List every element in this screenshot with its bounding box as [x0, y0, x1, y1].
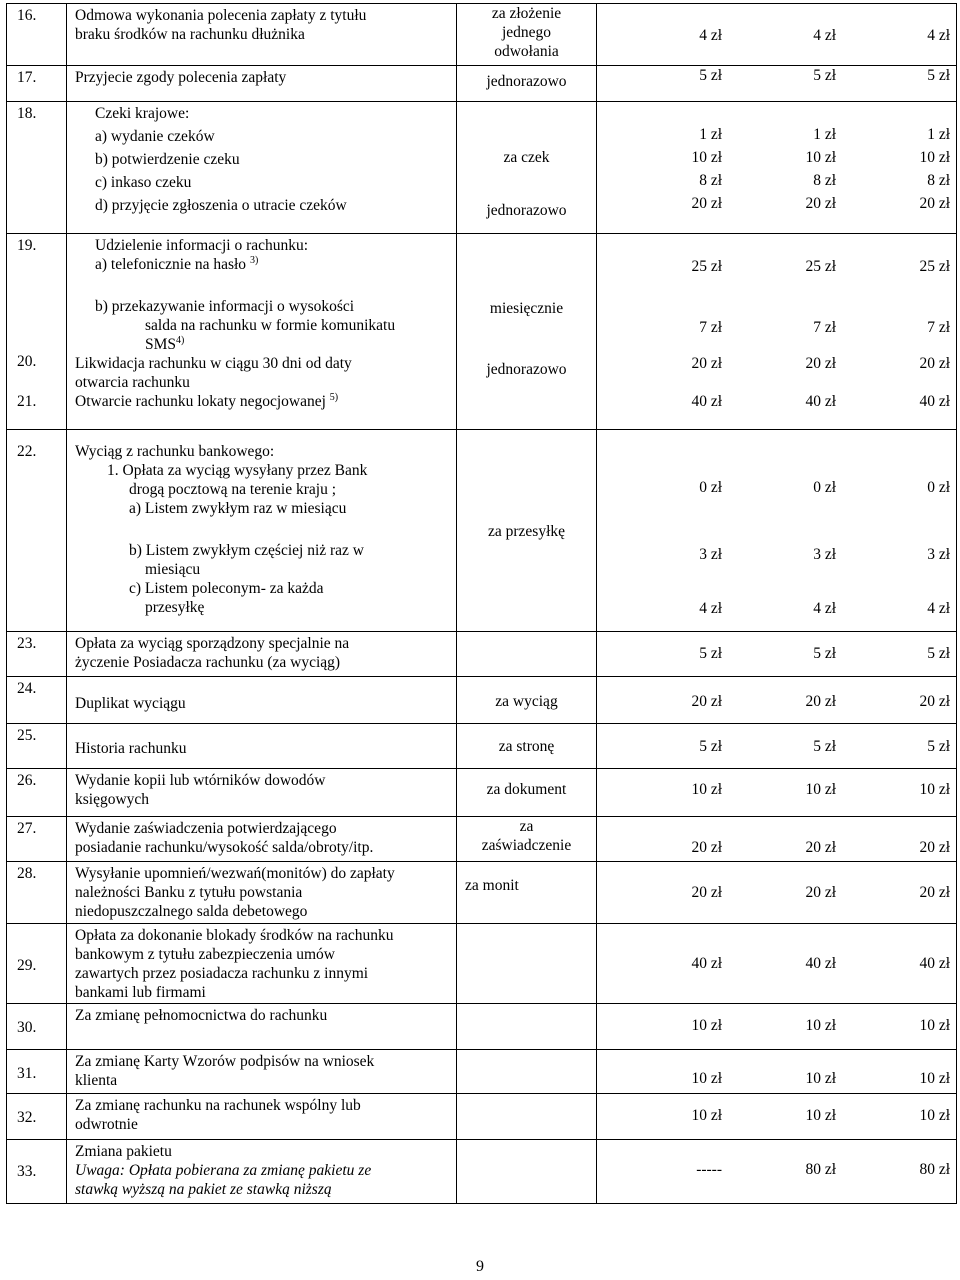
- row-values: [597, 677, 957, 724]
- row-number-29: 29.: [17, 957, 37, 974]
- row-number-31: 31.: [17, 1065, 37, 1082]
- desc-line: zawartych przez posiadacza rachunku z innymi: [75, 965, 369, 982]
- row-description: [67, 924, 457, 1004]
- row-description: Przyjecie zgody polecenia zapłaty: [67, 66, 457, 102]
- table-row: [7, 234, 957, 430]
- table-row: [7, 430, 957, 632]
- fee-value: 40 zł: [919, 393, 950, 410]
- desc-line: otwarcia rachunku: [75, 374, 190, 391]
- fee-value: 4 zł: [927, 600, 950, 617]
- row-values: [597, 4, 957, 66]
- desc-line: b) Listem zwykłym częściej niż raz w: [129, 542, 364, 559]
- fee-value: 8 zł: [699, 172, 722, 189]
- table-row: [7, 1050, 957, 1094]
- fee-value: 20 zł: [919, 839, 950, 856]
- row-values: [597, 234, 957, 430]
- fee-value: 4 zł: [699, 600, 722, 617]
- row-unit: [457, 430, 597, 632]
- desc-line: d) przyjęcie zgłoszenia o utracie czeków: [95, 197, 347, 214]
- table-row: [7, 769, 957, 817]
- row-description: [67, 102, 457, 234]
- row-number: [7, 1004, 67, 1050]
- fee-value: 5 zł: [813, 738, 836, 755]
- unit-line: za dokument: [486, 781, 567, 798]
- row-description: [67, 724, 457, 769]
- row-number: [7, 1094, 67, 1140]
- fee-value: 20 zł: [691, 884, 722, 901]
- desc-note-line: Uwaga: Opłata pobierana za zmianę pakietu ze: [75, 1162, 372, 1179]
- table-row: [7, 924, 957, 1004]
- row-description: [67, 769, 457, 817]
- row-number: 26.: [7, 769, 67, 817]
- page-number: 9: [476, 1258, 484, 1275]
- row-unit: [457, 677, 597, 724]
- fee-value: 1 zł: [927, 126, 950, 143]
- row-unit: [457, 1140, 597, 1204]
- desc-note-line: stawką wyższą na pakiet ze stawką niższą: [75, 1181, 332, 1198]
- row-values: [597, 1004, 957, 1050]
- fee-value: 1 zł: [699, 126, 722, 143]
- fee-value: 7 zł: [813, 319, 836, 336]
- desc-line: c) Listem poleconym- za każda: [129, 580, 324, 597]
- row-description: [67, 817, 457, 862]
- fee-value: 20 zł: [805, 693, 836, 710]
- row-description: [67, 1050, 457, 1094]
- desc-line: c) inkaso czeku: [95, 174, 192, 191]
- desc-line: Otwarcie rachunku lokaty negocjowanej: [75, 393, 326, 410]
- fee-value: 80 zł: [919, 1161, 950, 1178]
- fee-value: 3 zł: [699, 546, 722, 563]
- fee-value: 20 zł: [919, 195, 950, 212]
- desc-line: Czeki krajowe:: [95, 105, 190, 122]
- desc-line: SMS: [145, 336, 177, 353]
- fee-value: 8 zł: [927, 172, 950, 189]
- unit-line: za monit: [465, 877, 519, 894]
- row-number: 24.: [7, 677, 67, 724]
- fee-value: 3 zł: [813, 546, 836, 563]
- fee-value: 7 zł: [699, 319, 722, 336]
- row-number: [7, 430, 67, 632]
- row-unit: [457, 769, 597, 817]
- desc-line: Opłata za wyciąg sporządzony specjalnie na: [75, 635, 350, 652]
- desc-line: odwrotnie: [75, 1116, 138, 1133]
- fee-value: 4 zł: [813, 600, 836, 617]
- table-row: [7, 632, 957, 677]
- fee-value: 20 zł: [691, 693, 722, 710]
- desc-line: braku środków na rachunku dłużnika: [75, 26, 305, 43]
- fee-value: 10 zł: [691, 1070, 722, 1087]
- fee-value: 7 zł: [927, 319, 950, 336]
- table-row: [7, 724, 957, 769]
- fee-value: 20 zł: [805, 195, 836, 212]
- desc-line: życzenie Posiadacza rachunku (za wyciąg): [75, 654, 341, 671]
- row-number: [7, 1140, 67, 1204]
- row-number-20: 20.: [17, 353, 37, 370]
- desc-line: posiadanie rachunku/wysokość salda/obroty/itp.: [75, 839, 374, 856]
- table-row: [7, 102, 957, 234]
- fee-value: 1 zł: [813, 126, 836, 143]
- desc-line: Likwidacja rachunku w ciągu 30 dni od daty: [75, 355, 352, 372]
- fee-value: 8 zł: [813, 172, 836, 189]
- unit-line: jednorazowo: [486, 73, 567, 90]
- desc-line: należności Banku z tytułu powstania: [75, 884, 303, 901]
- desc-line: Za zmianę Karty Wzorów podpisów na wniosek: [75, 1053, 375, 1070]
- row-description: [67, 677, 457, 724]
- unit-line: miesięcznie: [489, 300, 564, 317]
- unit-line: jednego: [501, 24, 552, 41]
- row-number: 17.: [7, 66, 67, 102]
- desc-line: Historia rachunku: [75, 740, 187, 757]
- row-values: [597, 724, 957, 769]
- fee-value: 0 zł: [813, 479, 836, 496]
- unit-line: za złożenie: [491, 5, 562, 22]
- fee-value: 10 zł: [805, 1107, 836, 1124]
- footnote-ref: 3): [249, 254, 259, 266]
- row-values: [597, 1094, 957, 1140]
- row-values: [597, 632, 957, 677]
- row-unit: [457, 924, 597, 1004]
- row-values: [597, 102, 957, 234]
- row-description: [67, 4, 457, 66]
- fee-value: 10 zł: [805, 1070, 836, 1087]
- fee-value: 20 zł: [919, 693, 950, 710]
- fee-value: 10 zł: [691, 781, 722, 798]
- unit-line: za przesyłkę: [487, 523, 566, 540]
- fee-value: -----: [696, 1161, 722, 1178]
- desc-line: bankami lub firmami: [75, 984, 206, 1001]
- row-number-32: 32.: [17, 1109, 37, 1126]
- row-values: [597, 66, 957, 102]
- desc-line: 1. Opłata za wyciąg wysyłany przez Bank: [107, 462, 368, 479]
- desc-line: b) przekazywanie informacji o wysokości: [95, 298, 355, 315]
- table-row: [7, 862, 957, 924]
- unit-line: odwołania: [494, 43, 559, 60]
- table-row: [7, 817, 957, 862]
- fee-value: 20 zł: [805, 884, 836, 901]
- desc-line: Opłata za dokonanie blokady środków na rachunku: [75, 927, 394, 944]
- row-number-21: 21.: [17, 393, 37, 410]
- row-unit: [457, 234, 597, 430]
- fee-value: 10 zł: [919, 781, 950, 798]
- unit-line: jednorazowo: [486, 202, 567, 219]
- desc-line: klienta: [75, 1072, 118, 1089]
- row-unit: [457, 724, 597, 769]
- fee-value: 20 zł: [691, 195, 722, 212]
- fee-value: 10 zł: [919, 1107, 950, 1124]
- fee-value: 10 zł: [919, 1017, 950, 1034]
- fee-value: 10 zł: [805, 1017, 836, 1034]
- row-unit: [457, 102, 597, 234]
- fee-value: 25 zł: [691, 258, 722, 275]
- row-number: [7, 234, 67, 430]
- fee-value: 5 zł: [813, 67, 836, 84]
- unit-line: za stronę: [498, 738, 555, 755]
- desc-line: niedopuszczalnego salda debetowego: [75, 903, 308, 920]
- row-number-30: 30.: [17, 1019, 37, 1036]
- row-number: 27.: [7, 817, 67, 862]
- row-unit: [457, 66, 597, 102]
- fee-value: 20 zł: [805, 355, 836, 372]
- fee-value: 40 zł: [805, 393, 836, 410]
- row-number: 16.: [7, 4, 67, 66]
- fee-value: 40 zł: [691, 393, 722, 410]
- unit-line: za: [519, 818, 534, 835]
- fee-value: 0 zł: [699, 479, 722, 496]
- table-row: [7, 4, 957, 66]
- desc-line: a) Listem zwykłym raz w miesiącu: [129, 500, 347, 517]
- row-number: 28.: [7, 862, 67, 924]
- table-row: [7, 677, 957, 724]
- fee-value: 5 zł: [699, 67, 722, 84]
- fee-value: 25 zł: [805, 258, 836, 275]
- footnote-ref: 5): [329, 391, 339, 403]
- fee-value: 5 zł: [927, 738, 950, 755]
- row-description: [67, 234, 457, 430]
- unit-line: za czek: [503, 149, 550, 166]
- row-description: [67, 1094, 457, 1140]
- row-values: [597, 862, 957, 924]
- desc-line: Wydanie zaświadczenia potwierdzającego: [75, 820, 337, 837]
- desc-line: Za zmianę rachunku na rachunek wspólny lub: [75, 1097, 361, 1114]
- row-number: [7, 1050, 67, 1094]
- row-values: [597, 1140, 957, 1204]
- unit-line: zaświadczenie: [481, 837, 572, 854]
- desc-line: a) telefonicznie na hasło: [95, 256, 247, 273]
- row-number: 25.: [7, 724, 67, 769]
- row-unit: [457, 1094, 597, 1140]
- row-number-22: 22.: [17, 443, 37, 460]
- fee-value: 10 zł: [691, 1017, 722, 1034]
- desc-line: Wyciąg z rachunku bankowego:: [75, 443, 275, 460]
- row-values: [597, 1050, 957, 1094]
- fee-value: 4 zł: [699, 27, 722, 44]
- table-row: [7, 66, 957, 102]
- row-unit: [457, 1050, 597, 1094]
- fee-value: 5 zł: [699, 645, 722, 662]
- row-unit: [457, 1004, 597, 1050]
- row-number: 18.: [7, 102, 67, 234]
- row-number: 23.: [7, 632, 67, 677]
- desc-line: Wydanie kopii lub wtórników dowodów: [75, 772, 326, 789]
- desc-line: bankowym z tytułu zabezpieczenia umów: [75, 946, 335, 963]
- row-unit: [457, 632, 597, 677]
- fee-value: 3 zł: [927, 546, 950, 563]
- fee-value: 10 zł: [919, 1070, 950, 1087]
- fee-value: 20 zł: [919, 884, 950, 901]
- row-unit: [457, 817, 597, 862]
- row-unit: [457, 4, 597, 66]
- fee-value: 5 zł: [813, 645, 836, 662]
- desc-line: miesiącu: [145, 561, 201, 578]
- row-values: [597, 924, 957, 1004]
- desc-line: salda na rachunku w formie komunikatu: [145, 317, 396, 334]
- fee-value: 20 zł: [691, 355, 722, 372]
- unit-line: jednorazowo: [486, 361, 567, 378]
- row-description: [67, 862, 457, 924]
- row-values: [597, 817, 957, 862]
- fee-value: 25 zł: [919, 258, 950, 275]
- desc-line: Udzielenie informacji o rachunku:: [95, 237, 309, 254]
- fee-value: 40 zł: [691, 955, 722, 972]
- fee-value: 0 zł: [927, 479, 950, 496]
- unit-line: za wyciąg: [495, 693, 558, 710]
- fee-value: 5 zł: [699, 738, 722, 755]
- table-row: [7, 1004, 957, 1050]
- fee-value: 10 zł: [805, 149, 836, 166]
- desc-line: Odmowa wykonania polecenia zapłaty z tytułu: [75, 7, 367, 24]
- row-values: [597, 769, 957, 817]
- desc-line: a) wydanie czeków: [95, 128, 215, 145]
- row-number: [7, 924, 67, 1004]
- fee-value: 20 zł: [919, 355, 950, 372]
- desc-line: Wysyłanie upomnień/wezwań(monitów) do zapłaty: [75, 865, 395, 882]
- row-values: [597, 430, 957, 632]
- fee-value: 20 zł: [805, 839, 836, 856]
- row-description: [67, 1140, 457, 1204]
- table-row: [7, 1140, 957, 1204]
- desc-line: drogą pocztową na terenie kraju ;: [129, 481, 337, 498]
- fee-value: 80 zł: [805, 1161, 836, 1178]
- footnote-ref: 4): [176, 334, 185, 346]
- fee-table: [6, 3, 957, 1204]
- row-unit: [457, 862, 597, 924]
- row-number-33: 33.: [17, 1163, 37, 1180]
- desc-line: b) potwierdzenie czeku: [95, 151, 240, 168]
- row-number-19: 19.: [17, 237, 37, 254]
- fee-value: 40 zł: [805, 955, 836, 972]
- row-description: [67, 632, 457, 677]
- fee-value: 4 zł: [813, 27, 836, 44]
- fee-value: 5 zł: [927, 67, 950, 84]
- fee-value: 4 zł: [927, 27, 950, 44]
- row-description: [67, 430, 457, 632]
- fee-value: 20 zł: [691, 839, 722, 856]
- fee-value: 10 zł: [691, 149, 722, 166]
- desc-line: przesyłkę: [145, 599, 205, 616]
- table-row: [7, 1094, 957, 1140]
- fee-value: 10 zł: [691, 1107, 722, 1124]
- fee-value: 10 zł: [919, 149, 950, 166]
- desc-line: Duplikat wyciągu: [75, 695, 186, 712]
- desc-line: księgowych: [75, 791, 150, 808]
- desc-line: Zmiana pakietu: [75, 1143, 172, 1160]
- fee-value: 5 zł: [927, 645, 950, 662]
- fee-value: 10 zł: [805, 781, 836, 798]
- row-description: Za zmianę pełnomocnictwa do rachunku: [67, 1004, 457, 1050]
- fee-value: 40 zł: [919, 955, 950, 972]
